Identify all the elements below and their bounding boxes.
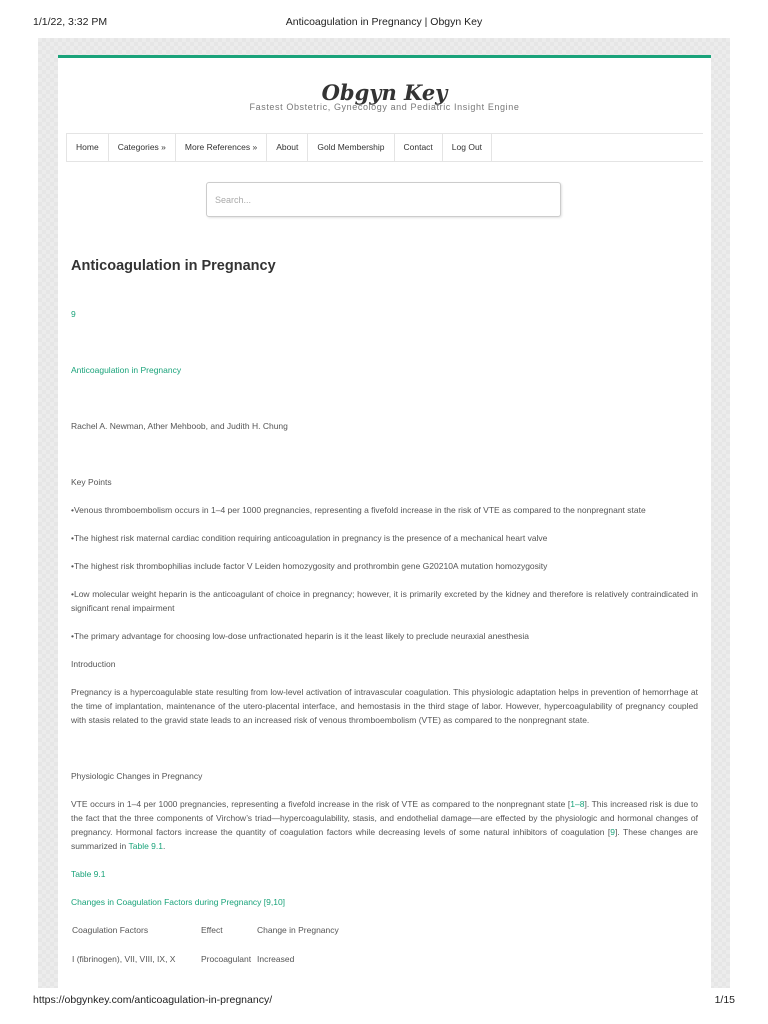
table-cell: Procoagulant [201, 954, 252, 964]
citation-link[interactable]: 9 [610, 827, 616, 837]
site-header [66, 58, 703, 134]
print-header [33, 16, 735, 32]
physio-text: ]. This increased risk is due to the fact that the three components of Virchow’s triad—hypercoagulability, stasis, and endothelial damage—are effected by the physiologic and hormonal changes of pregnancy. Hormonal factors increase the quantity of coagulation factors while decreasing levels of some natural inhibitors of coagulation [ [71, 799, 698, 837]
table-cell: I (fibrinogen), VII, VIII, IX, X [72, 954, 176, 964]
chapter-title: Anticoagulation in Pregnancy [71, 365, 182, 375]
print-page-number: 1/15 [714, 994, 735, 1006]
physio-text: VTE occurs in 1–4 per 1000 pregnancies, representing a fivefold increase in the risk of VTE as compared to the nonpregnant state [ [71, 799, 571, 809]
nav-home[interactable]: Home [66, 134, 108, 161]
physio-text: . [162, 841, 166, 851]
key-points-heading: Key Points [71, 477, 112, 487]
table-header-cell: Coagulation Factors [72, 925, 149, 935]
print-url: https://obgynkey.com/anticoagulation-in-pregnancy/ [33, 994, 273, 1006]
table-header-cell: Change in Pregnancy [257, 925, 339, 935]
key-point: •Venous thromboembolism occurs in 1–4 per 1000 pregnancies, representing a fivefold increase in the risk of VTE as compared to the nonpregnant state [71, 505, 646, 515]
search-input[interactable] [206, 182, 561, 217]
table-label: Table 9.1 [71, 869, 106, 879]
nav-about[interactable]: About [266, 134, 307, 161]
table-link[interactable]: Table 9.1 [128, 841, 163, 851]
nav-log-out[interactable]: Log Out [442, 134, 492, 161]
table-cell: Increased [257, 954, 295, 964]
physio-heading: Physiologic Changes in Pregnancy [71, 771, 203, 781]
key-point: •The highest risk maternal cardiac condition requiring anticoagulation in pregnancy is the presence of a mechanical heart valve [71, 533, 548, 543]
print-footer [33, 994, 735, 1010]
print-title: Anticoagulation in Pregnancy | Obgyn Key [285, 16, 483, 28]
page-card [58, 55, 711, 988]
citation-link[interactable]: 1–8 [570, 799, 585, 809]
table-caption: Changes in Coagulation Factors during Pregnancy [9,10] [71, 897, 286, 907]
site-title[interactable]: Obgyn Key [321, 80, 448, 105]
nav-more-references[interactable]: More References » [175, 134, 266, 161]
table-header-cell: Effect [201, 925, 223, 935]
chapter-number: 9 [71, 309, 76, 319]
nav-gold-membership[interactable]: Gold Membership [307, 134, 393, 161]
nav-contact[interactable]: Contact [394, 134, 442, 161]
key-point: •The highest risk thrombophilias include factor V Leiden homozygosity and prothrombin gene G20210A mutation homozygosity [71, 561, 548, 571]
physio-paragraph [71, 797, 698, 853]
article-authors: Rachel A. Newman, Ather Mehboob, and Judith H. Chung [71, 421, 288, 431]
main-nav [66, 134, 703, 162]
physio-text: ]. These changes are summarized in [71, 827, 698, 851]
intro-heading: Introduction [71, 659, 116, 669]
intro-paragraph: Pregnancy is a hypercoagulable state resulting from low-level activation of intravascular coagulation. This physiologic adaptation helps in prevention of hemorrhage at the time of implantation, maintenance of the utero-placental interface, and hemostasis in the third stage of labor. However, hypercoagulability of pregnancy coupled with stasis related to the gravid state leads to an increased risk of venous thromboembolism (VTE) as compared to the nonpregnant state. [71, 687, 698, 725]
key-point: •Low molecular weight heparin is the anticoagulant of choice in pregnancy; however, it is primarily excreted by the kidney and therefore is relatively contraindicated in significant renal impairment [71, 589, 698, 613]
article-title: Anticoagulation in Pregnancy [71, 258, 276, 274]
nav-categories[interactable]: Categories » [108, 134, 175, 161]
key-point: •The primary advantage for choosing low-dose unfractionated heparin is it the least likely to preclude neuraxial anesthesia [71, 631, 529, 641]
print-date: 1/1/22, 3:32 PM [33, 16, 108, 28]
site-tagline: Fastest Obstetric, Gynecology and Pediatric Insight Engine [249, 102, 520, 112]
